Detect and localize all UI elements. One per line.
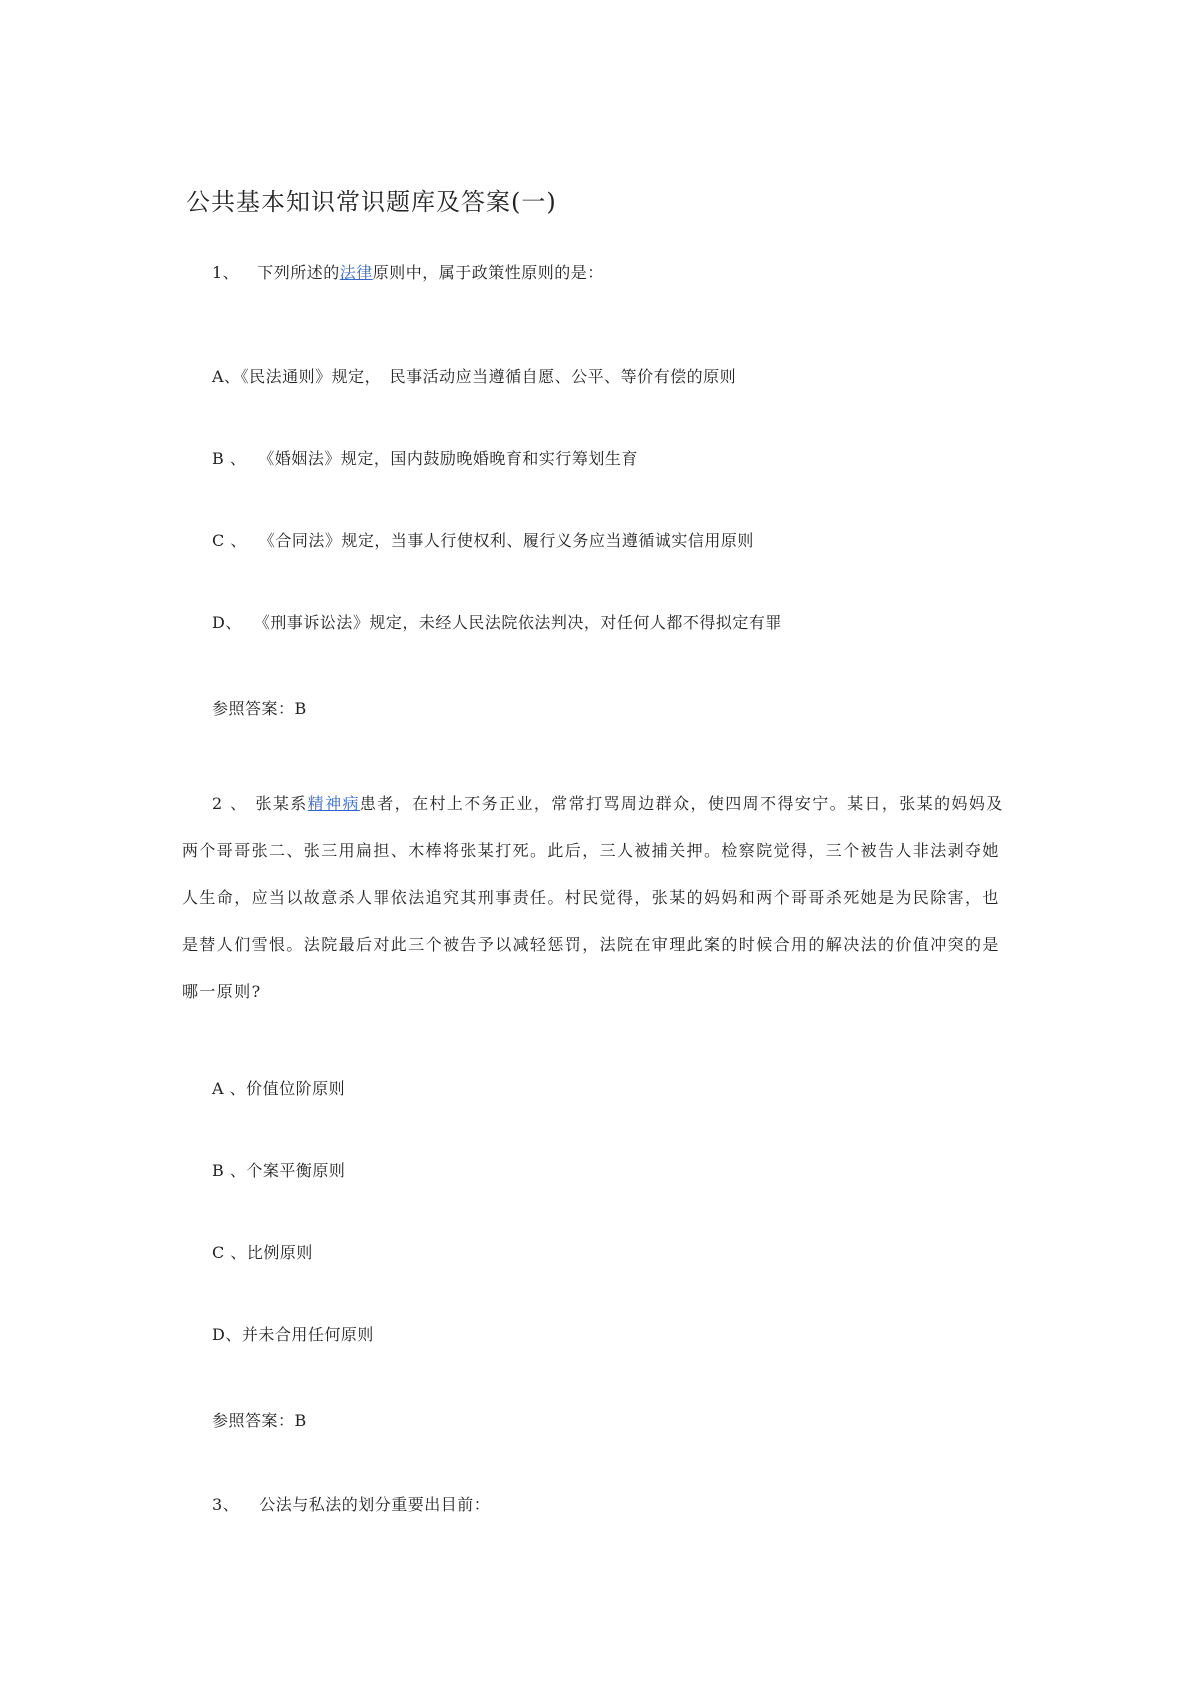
question-2-option-d: D、并未合用任何原则 [212,1325,374,1344]
question-1-option-a: A、《民法通则》规定， 民事活动应当遵循自愿、公平、等价有偿的原则 [212,367,737,386]
question-1-option-d: D、 《刑事诉讼法》规定，未经人民法院依法判决，对任何人都不得拟定有罪 [212,613,782,632]
question-number: 3、 [212,1495,240,1514]
question-1-option-c: C 、 《合同法》规定，当事人行使权利、履行义务应当遵循诚实信用原则 [212,531,754,550]
law-link[interactable]: 法律 [339,263,373,282]
question-number: 1、 [212,263,240,282]
question-2-stem: 2 、 张某系精神病患者，在村上不务正业，常常打骂周边群众，使四周不得安宁。某日，张某的妈妈及两个哥哥张二、张三用扁担、木棒将张某打死。此后，三人被捕关押。检察院觉得，三个被告人非法剥夺她人生命，应当以故意杀人罪依法追究其刑事责任。村民觉得，张某的妈妈和两个哥哥杀死她是为民除害，也是替人们雪恨。法院最后对此三个被告予以减轻惩罚，法院在审理此案的时候合用的解决法的价值冲突的是哪一原则? [182,794,1004,1001]
question-2-option-c: C 、比例原则 [212,1243,313,1262]
document-title: 公共基本知识常识题库及答案(一) [186,188,557,216]
question-1-stem: 1、 下列所述的法律原则中，属于政策性原则的是： [212,263,604,282]
question-1-option-b: B 、 《婚姻法》规定，国内鼓励晚婚晚育和实行筹划生育 [212,449,638,468]
question-1-answer: 参照答案：B [212,699,307,718]
question-2-answer: 参照答案：B [212,1411,307,1430]
mental-illness-link[interactable]: 精神病 [307,794,360,813]
question-3-stem: 3、 公法与私法的划分重要出目前： [212,1495,491,1514]
question-2-option-a: A 、价值位阶原则 [212,1079,346,1098]
question-2-option-b: B 、个案平衡原则 [212,1161,346,1180]
question-number: 2 、 [212,794,248,813]
